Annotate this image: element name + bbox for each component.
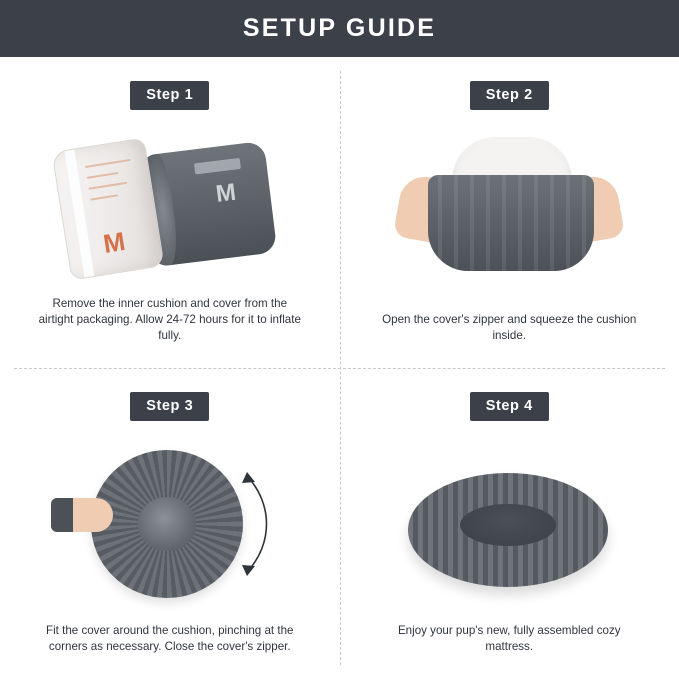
cover-graphic <box>428 175 594 271</box>
package-size-label: M <box>100 225 127 259</box>
step-illustration-3 <box>20 429 320 619</box>
step-badge-2: Step 2 <box>470 81 549 110</box>
step-card-2 <box>340 57 679 368</box>
step-card-3 <box>0 368 340 679</box>
cover-size-label: M <box>214 178 238 208</box>
step-caption-1: Remove the inner cushion and cover from the airtight packaging. Allow 24-72 hours for it to inflate fully. <box>38 297 301 342</box>
steps-grid <box>0 57 679 679</box>
hands-holding-cover-illustration <box>384 133 634 293</box>
step-badge-4: Step 4 <box>470 392 549 421</box>
step-card-4 <box>340 368 679 679</box>
package-print-lines <box>85 159 137 210</box>
step-caption-2: Open the cover's zipper and squeeze the cushion inside. <box>382 313 637 342</box>
step-illustration-4 <box>360 429 660 619</box>
step-illustration-2 <box>360 118 660 308</box>
hand-graphic <box>51 498 113 532</box>
assembled-pet-bed-graphic <box>408 473 608 587</box>
donut-cushion-graphic <box>91 450 243 598</box>
step-badge-1: Step 1 <box>130 81 209 110</box>
cover-label-tag <box>194 158 241 175</box>
step-badge-3: Step 3 <box>130 392 209 421</box>
vacuum-pack-illustration <box>55 130 285 280</box>
curved-arrow-icon <box>239 462 279 586</box>
airtight-package-graphic <box>51 137 164 280</box>
step-card-1 <box>0 57 340 368</box>
finished-bed-illustration <box>384 449 634 599</box>
page-title: SETUP GUIDE <box>242 14 437 42</box>
step-caption-3: Fit the cover around the cushion, pinching at the corners as necessary. Close the cover's zipper. <box>46 624 294 653</box>
step-caption-4: Enjoy your pup's new, fully assembled cozy mattress. <box>397 624 621 653</box>
page-header <box>0 0 679 57</box>
fitting-cover-illustration <box>45 444 295 604</box>
step-illustration-1 <box>20 118 320 292</box>
